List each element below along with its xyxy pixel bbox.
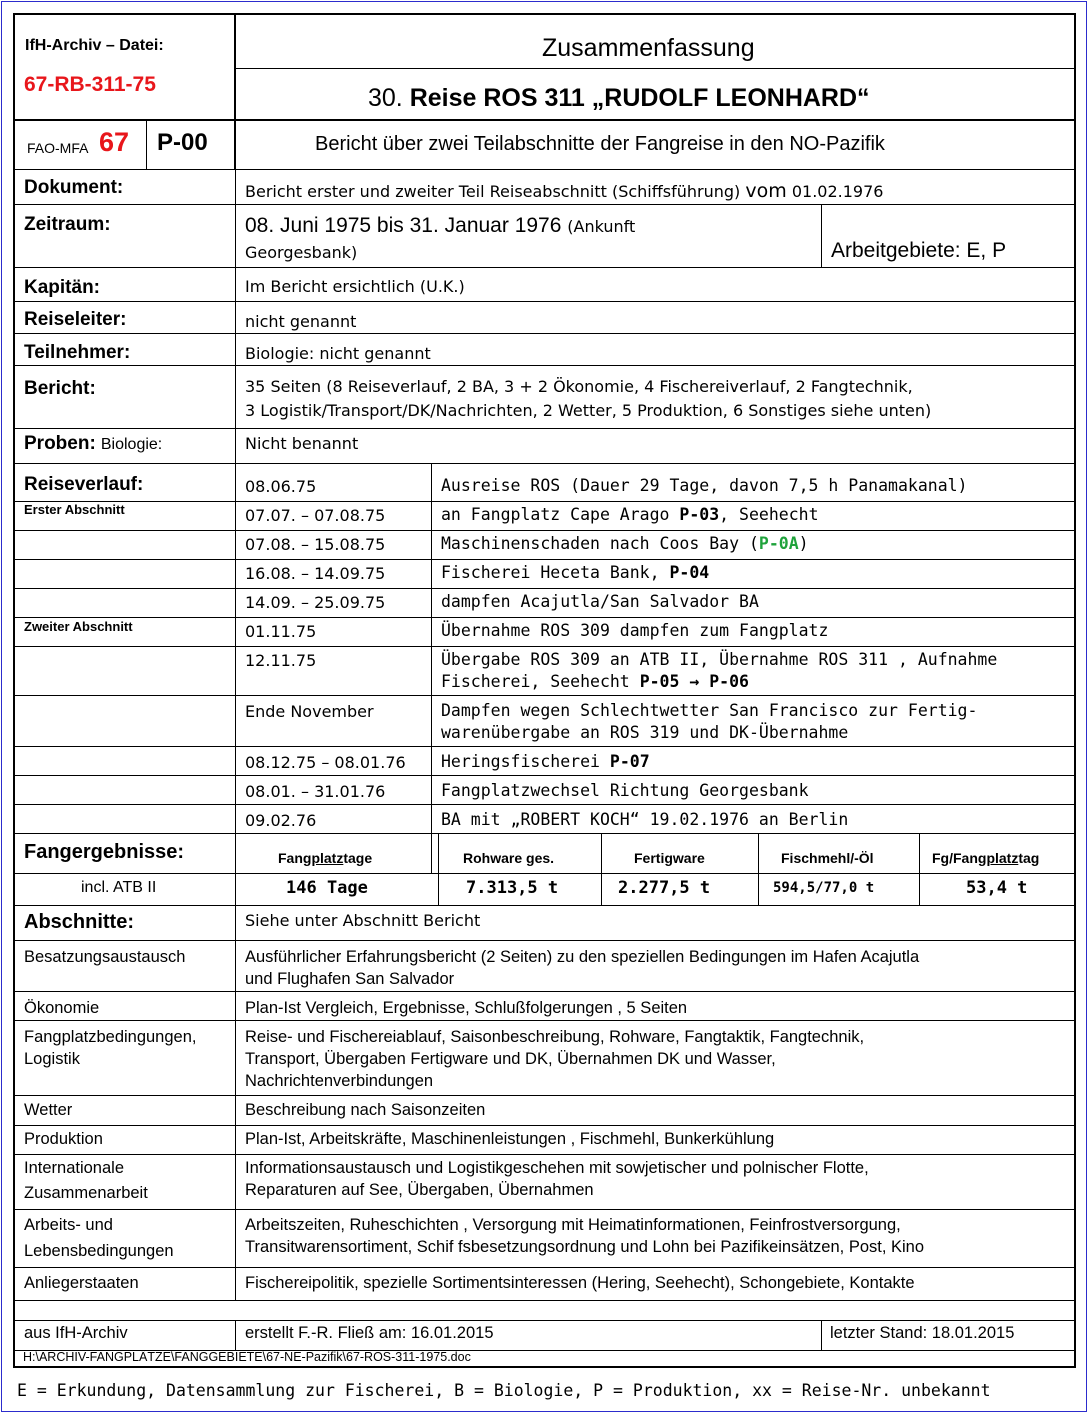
bericht-line-1: 35 Seiten (8 Reiseverlauf, 2 BA, 3 + 2 Ökonomie, 4 Fischereiverlauf, 2 Fangtechnik, [245, 377, 913, 396]
section-text: Reise- und Fischereiablauf, Saisonbeschreibung, Rohware, Fangtaktik, Fangtechnik, [245, 1028, 865, 1046]
section-text: Beschreibung nach Saisonzeiten [245, 1101, 486, 1119]
reiseleiter-label: Reiseleiter: [24, 309, 127, 330]
section-label: Internationale [24, 1159, 124, 1177]
fangergebnisse-sublabel: incl. ATB II [81, 879, 157, 896]
dokument-date: 01.02.1976 [791, 182, 884, 201]
zeitraum-label: Zeitraum: [24, 214, 111, 235]
route-text: Fangplatzwechsel Richtung Georgesbank [441, 781, 809, 800]
section-first: Erster Abschnitt [24, 502, 125, 517]
route-text-2: warenübergabe an ROS 319 und DK-Übernahme [441, 723, 849, 742]
dokument-text: Bericht erster und zweiter Teil Reiseabschnitt (Schiffsführung) [245, 182, 741, 201]
route-text: Dampfen wegen Schlechtwetter San Francisco zur Fertig- [441, 701, 978, 720]
value-rohware: 7.313,5 t [466, 878, 559, 898]
abschnitte-value: Siehe unter Abschnitt Bericht [245, 911, 481, 930]
footer-created: erstellt F.-R. Fließ am: 16.01.2015 [245, 1324, 494, 1342]
p-code: P-00 [157, 129, 208, 156]
dokument-vom: vom [745, 180, 787, 202]
section-text: Informationsaustausch und Logistikgeschehen mit sowjetischer und polnischer Flotte, [245, 1159, 869, 1177]
section-text: Transitwarensortiment, Schif fsbesetzungsordnung und Lohn bei Pazifikeinsätzen, Post, Kino [245, 1238, 925, 1256]
section-text: Arbeitszeiten, Ruheschichten , Versorgung mit Heimatinformationen, Feinfrostversorgung, [245, 1216, 901, 1234]
section-label: Anliegerstaaten [24, 1274, 139, 1292]
route-text: Übernahme ROS 309 dampfen zum Fangplatz [441, 621, 829, 640]
route-date: 01.11.75 [245, 622, 317, 641]
col-header-fertigware: Fertigware [634, 850, 705, 866]
value-fangplatztage: 146 Tage [286, 878, 368, 898]
col-header-rohware: Rohware ges. [463, 850, 555, 866]
route-text: Maschinenschaden nach Coos Bay (P-0A) [441, 534, 809, 553]
value-fertigware: 2.277,5 t [618, 878, 711, 898]
section-label: Besatzungsaustausch [24, 948, 186, 966]
col-header-fangplatztage: Fangplatztage [278, 850, 373, 866]
section-label: Ökonomie [24, 999, 100, 1017]
route-date: 07.08. – 15.08.75 [245, 535, 386, 554]
section-text: Plan-Ist Vergleich, Ergebnisse, Schlußfolgerungen , 5 Seiten [245, 999, 688, 1017]
teilnehmer-value: Biologie: nicht genannt [245, 344, 431, 363]
trip-title [368, 84, 870, 113]
bericht-line-2: 3 Logistik/Transport/DK/Nachrichten, 2 Wetter, 5 Produktion, 6 Sonstiges siehe unten) [245, 401, 932, 420]
zeitraum-text: 08. Juni 1975 bis 31. Januar 1976 [245, 214, 562, 237]
report-subtitle: Bericht über zwei Teilabschnitte der Fangreise in den NO-Pazifik [315, 133, 885, 155]
section-text: Transport, Übergaben Fertigware und DK, Übernahmen DK und Wasser, [245, 1050, 776, 1068]
section-label: Fangplatzbedingungen, [24, 1028, 197, 1046]
trip-prefix: 30. [368, 84, 403, 112]
route-date: 14.09. – 25.09.75 [245, 593, 386, 612]
route-date: 12.11.75 [245, 651, 317, 670]
route-date: 07.07. – 07.08.75 [245, 506, 386, 525]
value-fischmehl: 594,5/77,0 t [773, 880, 875, 896]
zeitraum-note2: Georgesbank) [245, 243, 358, 262]
section-label: Wetter [24, 1101, 73, 1119]
route-date: 09.02.76 [245, 811, 317, 830]
reiseverlauf-label: Reiseverlauf: [24, 474, 144, 495]
proben-label: Proben: [24, 433, 96, 454]
arbeitsgebiete: Arbeitgebiete: E, P [831, 239, 1007, 262]
route-date: 08.01. – 31.01.76 [245, 782, 386, 801]
route-text: BA mit „ROBERT KOCH“ 19.02.1976 an Berlin [441, 810, 849, 829]
abschnitte-label: Abschnitte: [24, 911, 134, 933]
route-date: Ende November [245, 702, 374, 721]
proben-value: Nicht benannt [245, 434, 359, 453]
col-header-fg-fangplatztag: Fg/Fangplatztag [932, 850, 1040, 866]
col-header-fischmehl: Fischmehl/-Öl [781, 850, 874, 866]
section-label: Produktion [24, 1130, 103, 1148]
route-text: Fischerei Heceta Bank, P-04 [441, 563, 710, 582]
section-text: Fischereipolitik, spezielle Sortimentsinteressen (Hering, Seehecht), Schongebiete, Kontakte [245, 1274, 915, 1292]
section-text: Plan-Ist, Arbeitskräfte, Maschinenleistungen , Fischmehl, Bunkerkühlung [245, 1130, 775, 1148]
route-text: dampfen Acajutla/San Salvador BA [441, 592, 759, 611]
file-id: 67-RB-311-75 [24, 73, 156, 96]
teilnehmer-label: Teilnehmer: [24, 342, 131, 363]
route-text: Ausreise ROS (Dauer 29 Tage, davon 7,5 h Panamakanal) [441, 476, 968, 495]
summary-title: Zusammenfassung [542, 34, 755, 62]
section-second: Zweiter Abschnitt [24, 619, 133, 634]
section-label-2: Zusammenarbeit [24, 1184, 148, 1202]
bericht-label: Bericht: [24, 378, 96, 399]
section-text: und Flughafen San Salvador [245, 970, 455, 988]
reiseleiter-value: nicht genannt [245, 312, 357, 331]
kapitaen-label: Kapitän: [24, 277, 100, 298]
proben-sublabel: Biologie: [100, 436, 163, 453]
route-date: 08.12.75 – 08.01.76 [245, 753, 406, 772]
route-text: Übergabe ROS 309 an ATB II, Übernahme ROS 311 , Aufnahme [441, 650, 998, 669]
dokument-label: Dokument: [24, 177, 124, 198]
footer-legend: E = Erkundung, Datensammlung zur Fischerei, B = Biologie, P = Produktion, xx = Reise-Nr. unbekannt [17, 1381, 991, 1400]
section-text: Reparaturen auf See, Übergaben, Übernahmen [245, 1181, 594, 1199]
fao-label: FAO-MFA [27, 140, 89, 156]
section-label-2: Logistik [24, 1050, 80, 1068]
section-text: Ausführlicher Erfahrungsbericht (2 Seiten) zu den speziellen Bedingungen im Hafen Acajutla [245, 948, 920, 966]
route-date: 08.06.75 [245, 477, 317, 496]
zeitraum-value [245, 214, 635, 238]
footer-path: H:\ARCHIV-FANGPLÄTZE\FANGGEBIETE\67-NE-Pazifik\67-ROS-311-1975.doc [23, 1350, 471, 1364]
footer-updated: letzter Stand: 18.01.2015 [830, 1324, 1015, 1342]
section-label: Arbeits- und [24, 1216, 113, 1234]
route-text: an Fangplatz Cape Arago P-03, Seehecht [441, 505, 819, 524]
section-text: Nachrichtenverbindungen [245, 1072, 434, 1090]
archive-label: IfH-Archiv – Datei: [25, 37, 164, 54]
route-text: Heringsfischerei P-07 [441, 752, 650, 771]
route-text-2: Fischerei, Seehecht P-05 → P-06 [441, 672, 749, 691]
footer-source: aus IfH-Archiv [24, 1324, 128, 1342]
route-date: 16.08. – 14.09.75 [245, 564, 386, 583]
kapitaen-value: Im Bericht ersichtlich (U.K.) [245, 277, 465, 296]
trip-name: Reise ROS 311 „RUDOLF LEONHARD“ [409, 84, 870, 112]
dokument-value [245, 181, 883, 203]
fangergebnisse-label: Fangergebnisse: [24, 841, 185, 863]
zeitraum-note: (Ankunft [567, 217, 636, 236]
proben-label-group [24, 433, 162, 455]
fao-number: 67 [99, 127, 130, 157]
value-fg-fangplatztag: 53,4 t [966, 878, 1028, 898]
section-label-2: Lebensbedingungen [24, 1242, 174, 1260]
